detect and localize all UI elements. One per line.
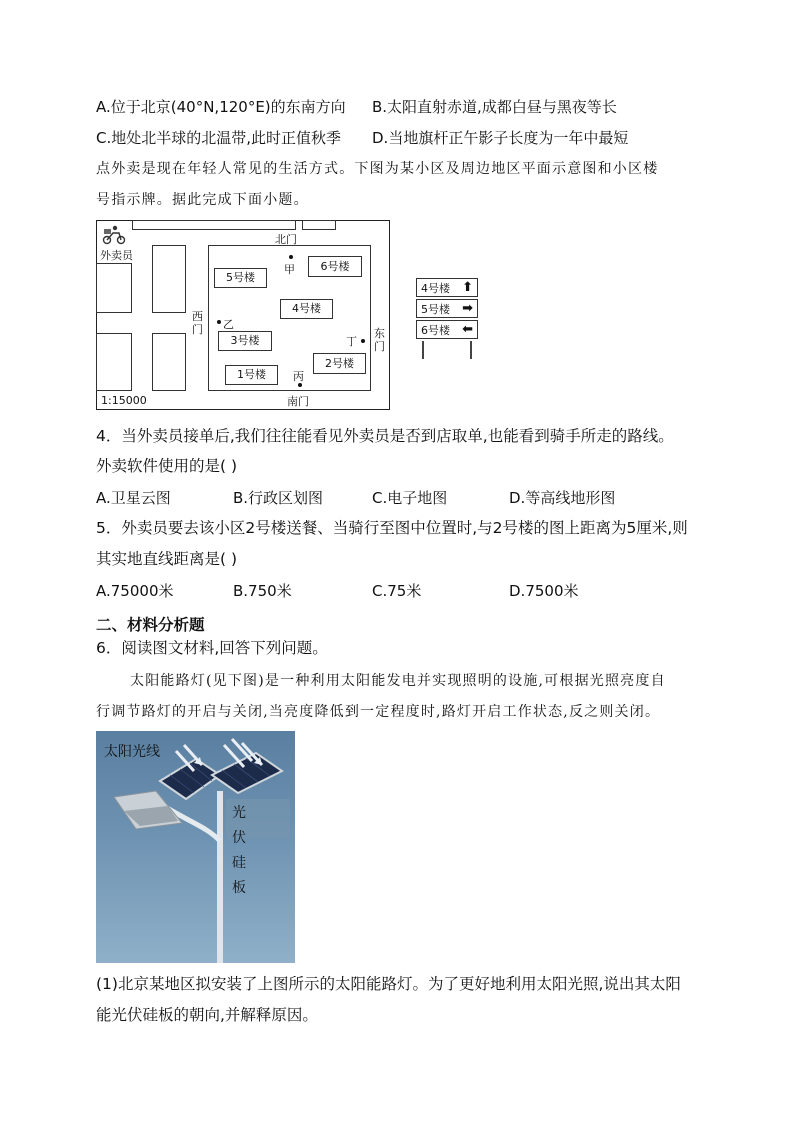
q3-option-b: B.太阳直射赤道,成都白昼与黑夜等长 <box>372 98 617 116</box>
building-6: 6号楼 <box>308 256 362 277</box>
q6-material-line-1: 太阳能路灯(见下图)是一种利用太阳能发电并实现照明的设施,可根据光照亮度自 <box>130 673 666 689</box>
q5-option-a: A.75000米 <box>96 582 174 600</box>
block-left-3 <box>96 333 132 391</box>
neighborhood-map <box>96 220 390 410</box>
q5-stem-line-1: 5．外卖员要去该小区2号楼送餐、当骑行至图中位置时,与2号楼的图上距离为5厘米,则 <box>96 519 688 537</box>
arrow-right-icon: ➡ <box>462 301 473 316</box>
point-bing: 丙 <box>293 370 304 383</box>
q4-option-d: D.等高线地形图 <box>509 489 616 507</box>
q4-stem-line-2: 外卖软件使用的是( ) <box>96 457 238 475</box>
q6-material-line-2: 行调节路灯的开启与关闭,当亮度降低到一定程度时,路灯开启工作状态,反之则关闭。 <box>96 704 661 720</box>
west-gate-label: 西门 <box>192 310 203 336</box>
q4-option-c: C.电子地图 <box>372 489 448 507</box>
point-ding: 丁 <box>346 335 357 348</box>
q5-option-b: B.750米 <box>233 582 292 600</box>
sign-row-6-label: 6号楼 <box>421 323 450 337</box>
pv-panel-label: 光 伏 硅 板 <box>232 805 246 896</box>
q4-option-a: A.卫星云图 <box>96 489 171 507</box>
intro-line-2: 号指示牌。据此完成下面小题。 <box>96 192 309 208</box>
block-top-2 <box>302 220 336 230</box>
building-4: 4号楼 <box>280 299 333 319</box>
q6-sub1-line-2: 能光伏硅板的朝向,并解释原因。 <box>96 1006 318 1024</box>
sun-ray-label: 太阳光线 <box>104 744 160 760</box>
q6-stem: 6．阅读图文材料,回答下列问题。 <box>96 639 328 657</box>
point-yi: 乙 <box>223 318 234 331</box>
scooter-icon <box>101 225 127 245</box>
east-gate-label: 东门 <box>374 327 385 353</box>
south-gate-label: 南门 <box>287 395 309 408</box>
block-left-2 <box>152 245 186 313</box>
building-direction-sign <box>416 278 478 359</box>
sign-row-4-label: 4号楼 <box>421 281 450 295</box>
building-2: 2号楼 <box>313 353 366 374</box>
arrow-up-icon: ⬆ <box>462 280 473 295</box>
q5-option-c: C.75米 <box>372 582 422 600</box>
block-left-1 <box>96 263 132 313</box>
q5-option-d: D.7500米 <box>509 582 579 600</box>
section-heading: 二、材料分析题 <box>96 616 205 634</box>
building-3: 3号楼 <box>218 331 272 351</box>
sign-row-5-label: 5号楼 <box>421 302 450 316</box>
block-left-4 <box>152 333 186 391</box>
q4-stem-line-1: 4．当外卖员接单后,我们往往能看见外卖员是否到店取单,也能看到骑手所走的路线。 <box>96 427 674 445</box>
map-scale: 1:15000 <box>101 394 147 407</box>
q3-option-c: C.地处北半球的北温带,此时正值秋季 <box>96 129 342 147</box>
building-5: 5号楼 <box>214 268 267 288</box>
point-jia: 甲 <box>284 263 295 276</box>
solar-street-lamp-photo <box>96 731 295 963</box>
arrow-left-icon: ⬅ <box>462 322 473 337</box>
north-gate-label: 北门 <box>275 233 297 246</box>
q6-sub1-line-1: (1)北京某地区拟安装了上图所示的太阳能路灯。为了更好地利用太阳光照,说出其太阳 <box>96 975 681 993</box>
q3-option-a: A.位于北京(40°N,120°E)的东南方向 <box>96 98 346 116</box>
q4-option-b: B.行政区划图 <box>233 489 324 507</box>
q5-stem-line-2: 其实地直线距离是( ) <box>96 550 238 568</box>
courier-label: 外卖员 <box>100 249 133 262</box>
building-1: 1号楼 <box>225 365 278 385</box>
q3-option-d: D.当地旗杆正午影子长度为一年中最短 <box>372 129 629 147</box>
intro-line-1: 点外卖是现在年轻人常见的生活方式。下图为某小区及周边地区平面示意图和小区楼 <box>96 161 659 177</box>
block-top-1 <box>132 220 296 230</box>
